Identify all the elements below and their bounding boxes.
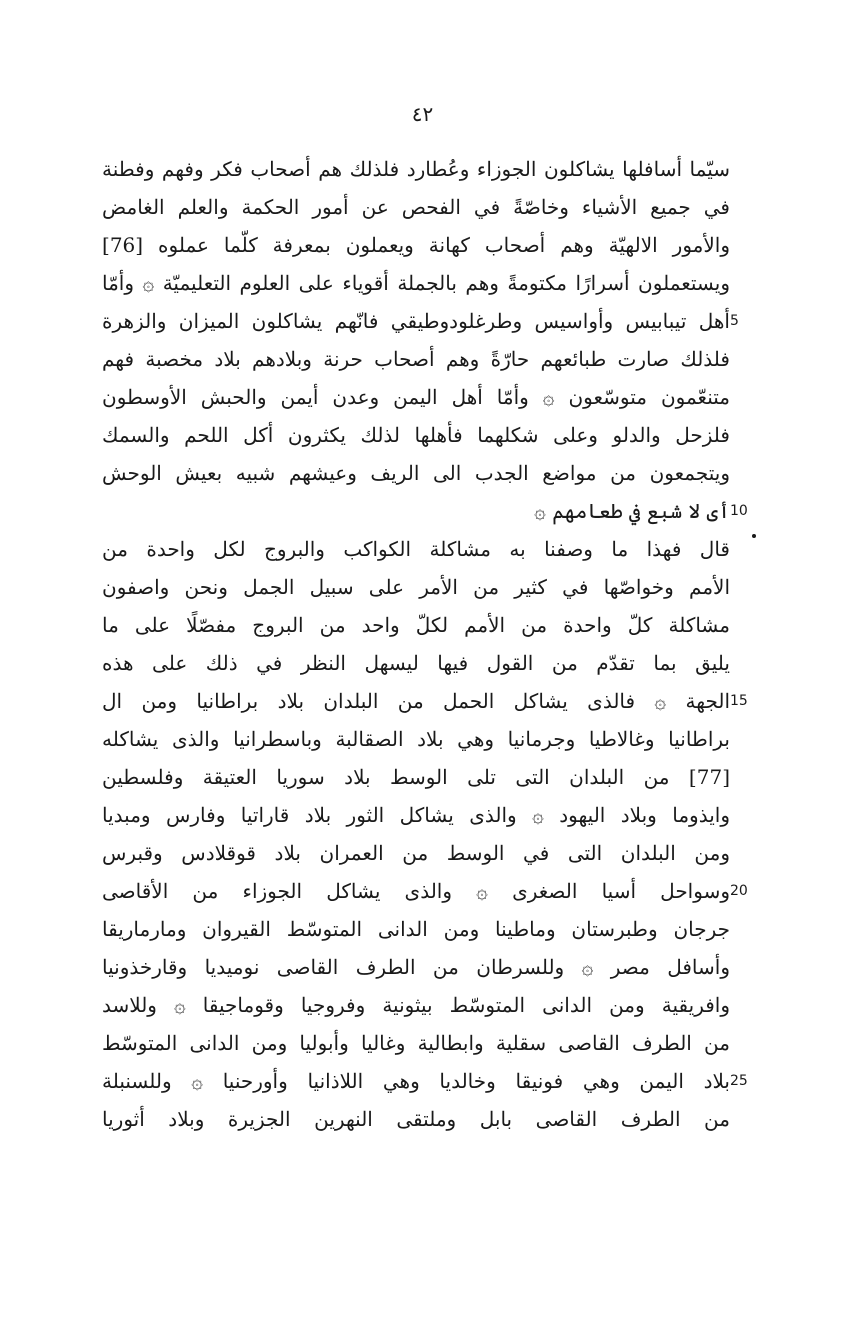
text-block — [102, 150, 730, 1138]
line-number-15: 15 — [730, 693, 748, 709]
text-line-14: يليق بما تقدّم من القول فيها ليسهل النظر في ذلك على هذه — [102, 651, 730, 675]
text-line-20: وسواحل أسيا الصغرى ۞ والذى يشاكل الجوزاء من الأقاصى — [102, 879, 730, 903]
text-line-5: أهل تيبابيس وأواسيس وطرغلودوطيقي فانّهم يشاكلون الميزان والزهرة — [102, 309, 730, 333]
line-number-20: 20 — [730, 883, 748, 899]
text-line-17: [77] من البلدان التى تلى الوسط بلاد سوريا العتيقة وفلسطين — [102, 765, 730, 789]
text-line-11: قال فهذا ما وصفنا به مشاكلة الكواكب والبروج لكل واحدة من — [102, 537, 730, 561]
text-line-7: متنعّمون متوسّعون ۞ وأمّا أهل اليمن وعدن أيمن والحبش الأوسطون — [102, 385, 730, 409]
line-number-5: 5 — [730, 313, 739, 329]
text-line-8: فلزحل والدلو وعلى شكلهما فأهلها لذلك يكثرون أكل اللحم والسمك — [102, 423, 730, 447]
margin-dot — [752, 534, 756, 538]
line-number-25: 25 — [730, 1073, 748, 1089]
text-line-13: مشاكلة كلّ واحدة من الأمم لكلّ واحد من البروج مفصّلًا على ما — [102, 613, 730, 637]
text-line-1: سيّما أسافلها يشاكلون الجوزاء وعُطارد فلذلك هم أصحاب فكر وفهم وفطنة — [102, 157, 730, 181]
text-line-2: في جميع الأشياء وخاصّةً في الفحص عن أمور الحكمة والعلم الغامض — [102, 195, 730, 219]
page-number: ٤٢ — [411, 102, 434, 126]
text-line-21: جرجان وطبرستان وماطينا ومن الدانى المتوسّط القيروان ومارماريقا — [102, 917, 730, 941]
text-line-24: من الطرف القاصى سقلية وابطالية وغاليا وأبوليا ومن الدانى المتوسّط — [102, 1031, 730, 1055]
text-line-23: وافريقية ومن الدانى المتوسّط بيثونية وفروجيا وقوماجيقا ۞ وللاسد — [102, 993, 730, 1017]
text-line-22: وأسافل مصر ۞ وللسرطان من الطرف القاصى نوميديا وقارخذونيا — [102, 955, 730, 979]
text-line-15: الجهة ۞ فالذى يشاكل الحمل من البلدان بلاد براطانيا ومن ال — [102, 689, 730, 713]
line-number-10: 10 — [730, 503, 748, 519]
text-line-6: فلذلك صارت طبائعهم حارّةً وهم أصحاب حرنة وبلادهم بلاد مخصبة فهم — [102, 347, 730, 371]
text-line-9: ويتجمعون من مواضع الجدب الى الريف وعيشهم شبيه بعيش الوحش — [102, 461, 730, 485]
text-line-26: من الطرف القاصى بابل وملتقى النهرين الجزيرة وبلاد أثوريا — [102, 1107, 730, 1131]
text-line-12: الأمم وخواصّها في كثير من الأمر على سبيل الجمل ونحن واصفون — [102, 575, 730, 599]
text-line-19: ومن البلدان التى في الوسط من العمران بلاد قوقلادس وقبرس — [102, 841, 730, 865]
text-line-18: وايذوما وبلاد اليهود ۞ والذى يشاكل الثور بلاد قاراتيا وفارس ومبديا — [102, 803, 730, 827]
text-line-4: ويستعملون أسرارًا مكتومةً وهم بالجملة أقوياء على العلوم التعليميّة ۞ وأمّا — [102, 271, 730, 295]
text-line-16: براطانيا وغالاطيا وجرمانيا وهي بلاد الصقالبة وباسطرانيا والذى يشاكله — [102, 727, 730, 751]
text-line-3: والأمور الالهيّة وهم أصحاب كهانة ويعملون بمعرفة كلّما عملوه [76] — [102, 233, 730, 257]
text-line-25: بلاد اليمن وهي فونيقا وخالديا وهي اللاذانيا وأورحنيا ۞ وللسنبلة — [102, 1069, 730, 1093]
text-line-10: أى لا شبع في طعامهم ۞ — [534, 499, 730, 523]
